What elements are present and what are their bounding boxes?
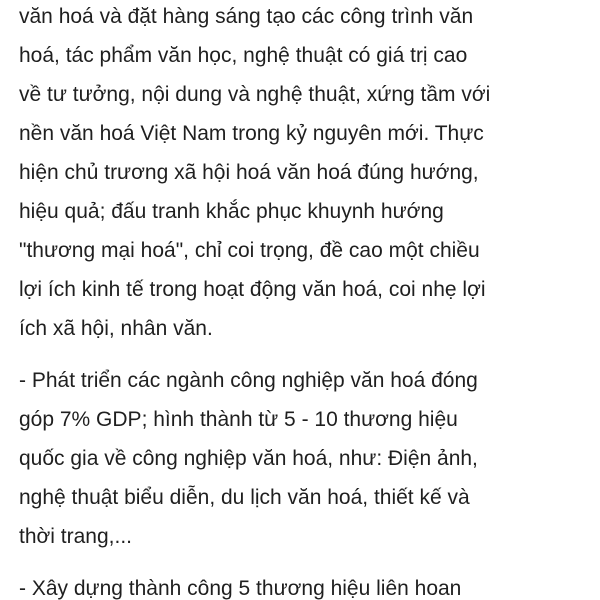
paragraph-1-line-4: nền văn hoá Việt Nam trong kỷ nguyên mới. Thực xyxy=(19,122,484,145)
paragraph-1-line-5: hiện chủ trương xã hội hoá văn hoá đúng hướng, xyxy=(19,161,479,184)
paragraph-2-line-1: - Phát triển các ngành công nghiệp văn hoá đóng xyxy=(19,369,478,392)
paragraph-1-line-2: hoá, tác phẩm văn học, nghệ thuật có giá trị cao xyxy=(19,44,468,67)
paragraph-1-line-3: về tư tưởng, nội dung và nghệ thuật, xứng tầm với xyxy=(19,83,491,106)
paragraph-2-line-5: thời trang,... xyxy=(19,525,132,548)
paragraph-1-line-1: văn hoá và đặt hàng sáng tạo các công trình văn xyxy=(19,5,474,28)
paragraph-2-line-2: góp 7% GDP; hình thành từ 5 - 10 thương hiệu xyxy=(19,408,458,431)
paragraph-3-line-1: - Xây dựng thành công 5 thương hiệu liên hoan xyxy=(19,577,462,600)
paragraph-1-line-6: hiệu quả; đấu tranh khắc phục khuynh hướng xyxy=(19,200,444,223)
paragraph-1-line-9: ích xã hội, nhân văn. xyxy=(19,317,213,340)
paragraph-2-line-4: nghệ thuật biểu diễn, du lịch văn hoá, thiết kế và xyxy=(19,486,470,509)
paragraph-1-line-7: "thương mại hoá", chỉ coi trọng, đề cao một chiều xyxy=(19,239,480,262)
paragraph-2-line-3: quốc gia về công nghiệp văn hoá, như: Điện ảnh, xyxy=(19,447,478,470)
paragraph-1-line-8: lợi ích kinh tế trong hoạt động văn hoá, coi nhẹ lợi xyxy=(19,278,486,301)
